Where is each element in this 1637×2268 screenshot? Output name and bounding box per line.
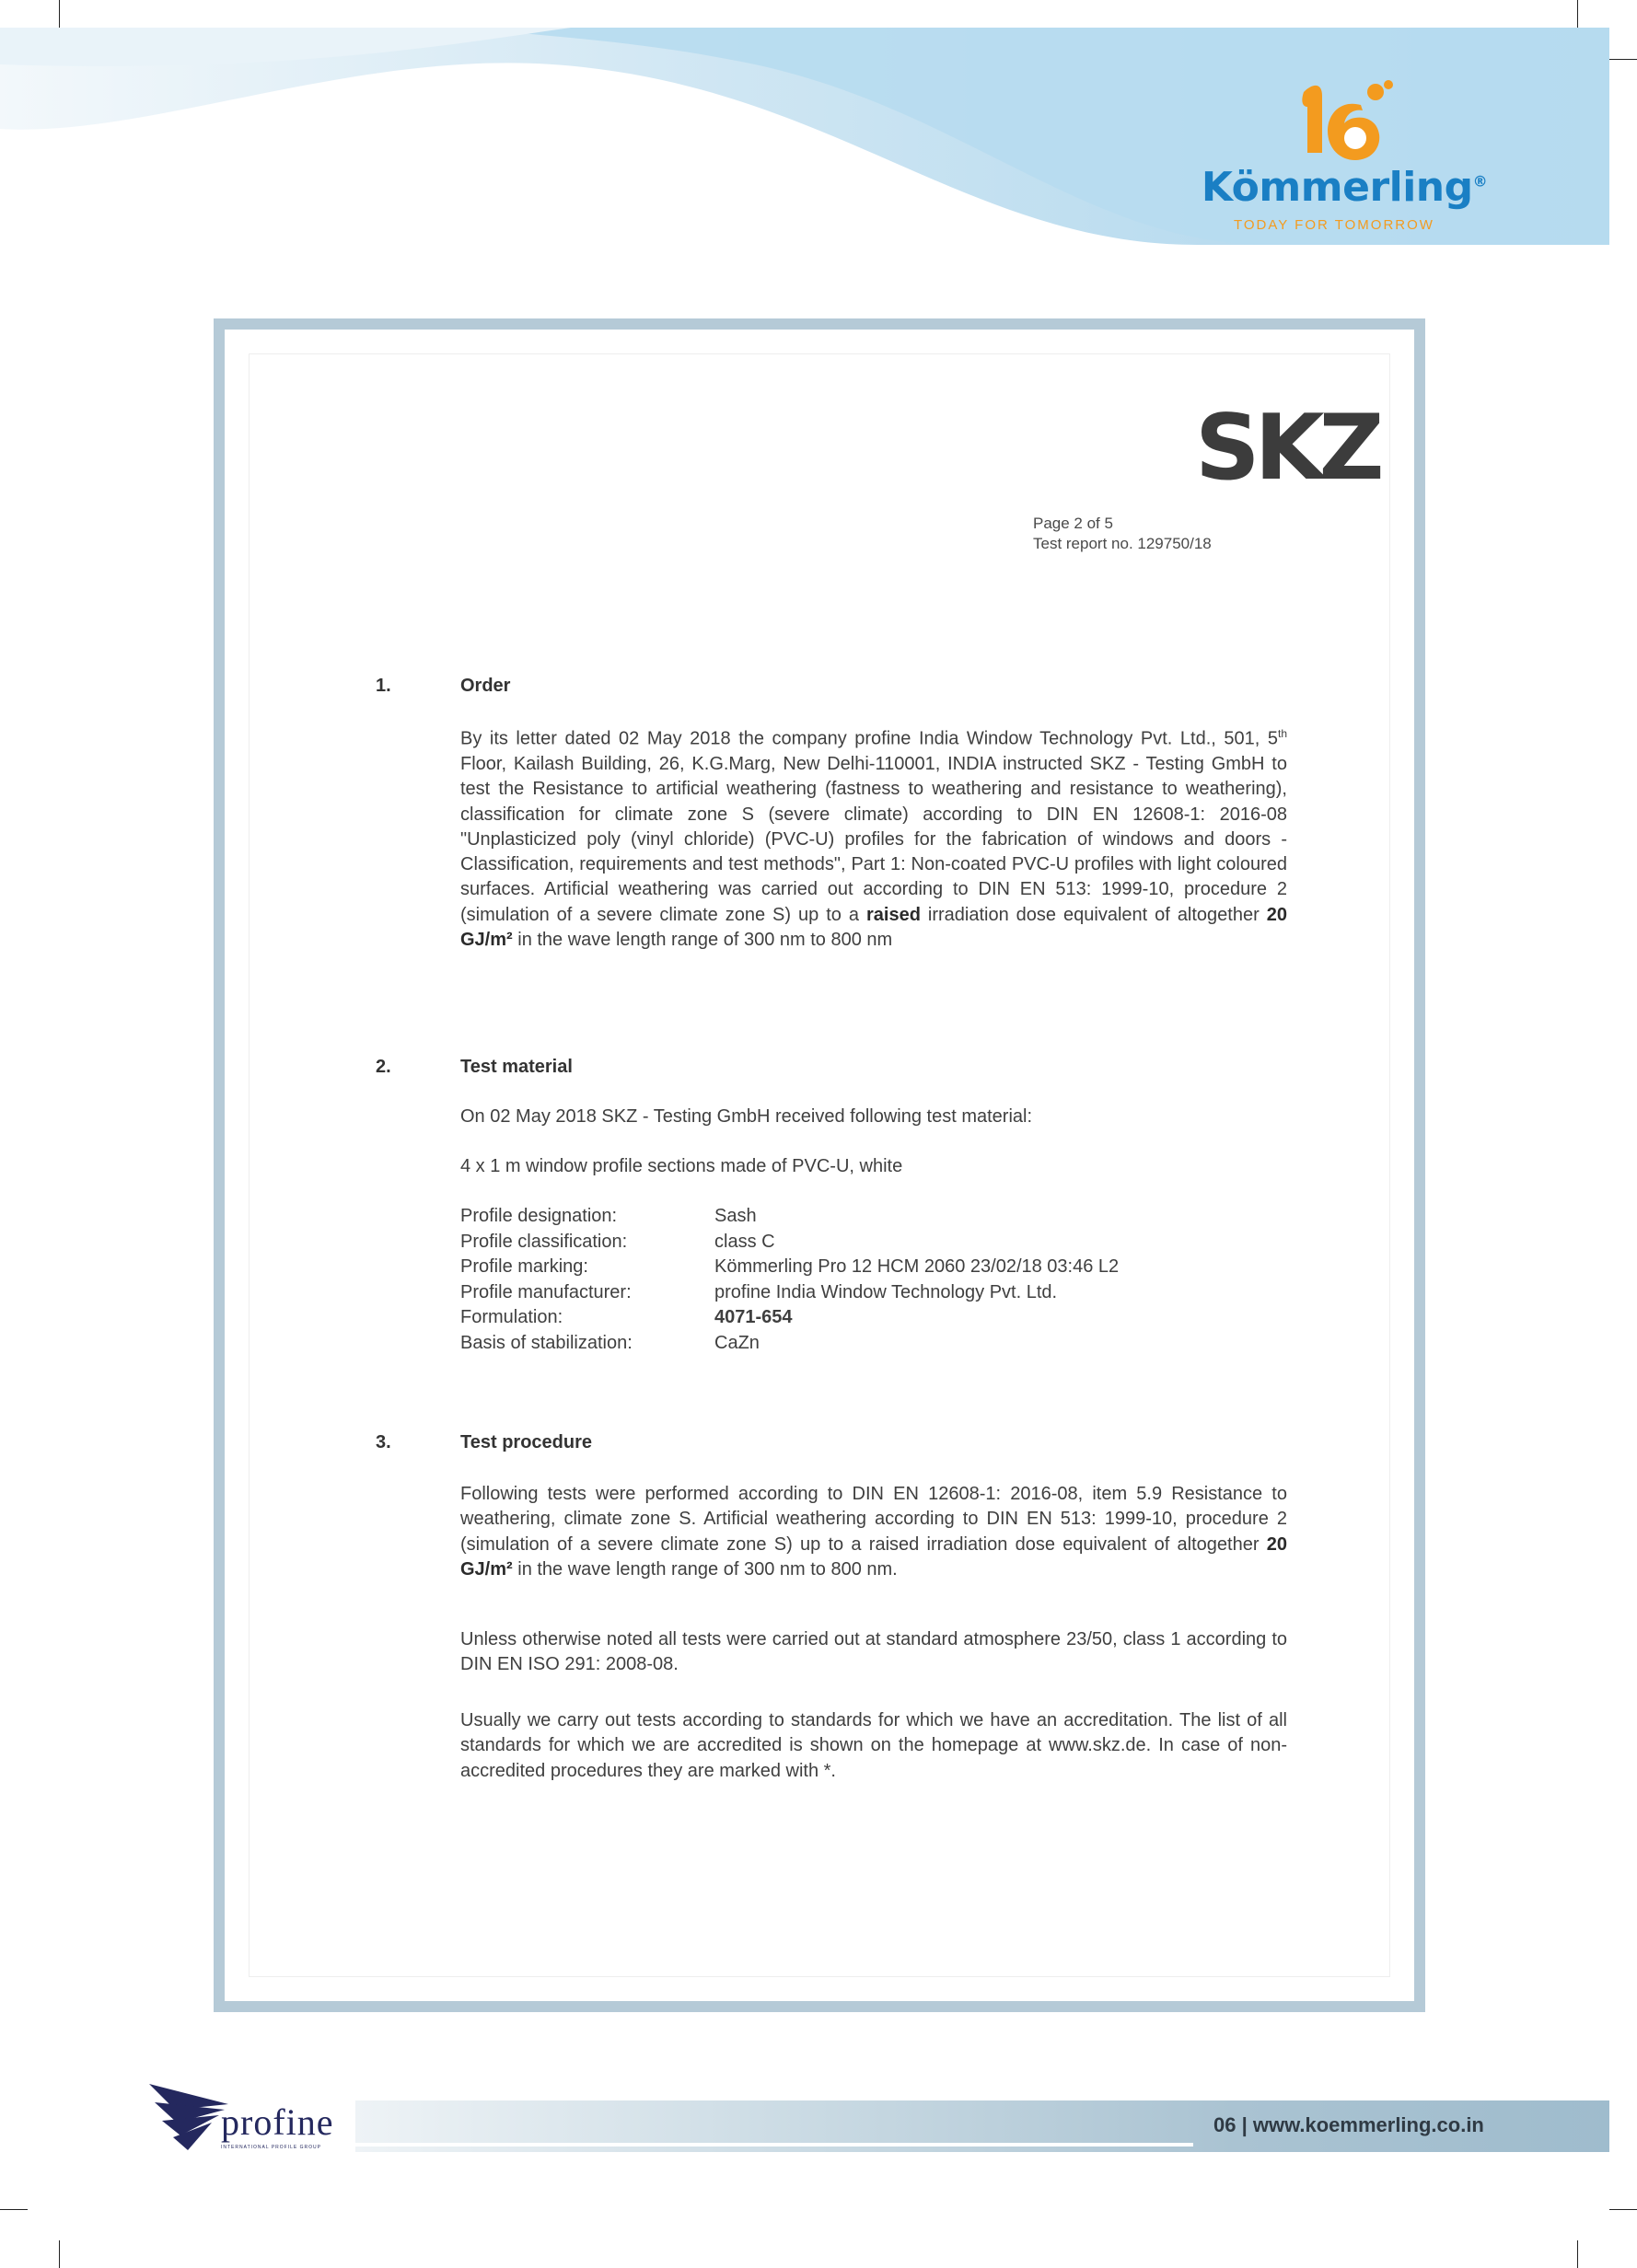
certificate-frame bbox=[214, 318, 1425, 2012]
procedure-paragraph: Following tests were performed according to DIN EN 12608-1: 2016-08, item 5.9 Resistance to weathering, climate zone S. Artificial weathering according to DIN EN 513: 1999-10, procedure 2 (simulation of a severe climate zone S) up to a raised irradiation dose equivalent of altogether 20 GJ/m² in the wave length range of 300 nm to 800 nm. bbox=[460, 1484, 1287, 1580]
crop-mark-bottom-right-h bbox=[1609, 2209, 1637, 2210]
section-title-test-procedure: Test procedure bbox=[460, 1432, 592, 1452]
property-value: Kömmerling Pro 12 HCM 2060 23/02/18 03:46 L2 bbox=[714, 1256, 1120, 1277]
property-label: Profile manufacturer: bbox=[460, 1281, 632, 1302]
order-paragraph: By its letter dated 02 May 2018 the company profine India Window Technology Pvt. Ltd., 501, 5th Floor, Kailash Building, 26, K.G.Marg, New Delhi-110001, INDIA instructed SKZ - Testing GmbH to test the Resistance to artificial weathering (fastness to weathering and resistance to weathering), classification for climate zone S (severe climate) according to DIN EN 12608-1: 2016-08 "Unplasticized poly (vinyl chloride) (PVC-U) profiles for the fabrication of windows and doors - Classification, requirements and test methods", Part 1: Non-coated PVC-U profiles with light coloured surfaces. Artificial weathering was carried out according to DIN EN 513: 1999-10, procedure 2 (simulation of a severe climate zone S) up to a raised irradiation dose equivalent of altogether 20 GJ/m² in the wave length range of 300 nm to 800 nm bbox=[460, 727, 1287, 951]
property-label: Profile classification: bbox=[460, 1231, 628, 1252]
crop-mark-bottom-right-v bbox=[1577, 2240, 1578, 2268]
property-label: Profile marking: bbox=[460, 1256, 588, 1277]
footer-divider-line bbox=[355, 2143, 1193, 2146]
property-value: 4071-654 bbox=[714, 1307, 793, 1327]
property-label: Formulation: bbox=[460, 1307, 563, 1327]
crop-mark-bottom-left-h bbox=[0, 2209, 28, 2210]
section-number: 3. bbox=[376, 1432, 391, 1452]
profile-properties bbox=[460, 1204, 1289, 1356]
crop-mark-bottom-left-v bbox=[59, 2240, 60, 2268]
property-row bbox=[460, 1230, 1289, 1256]
property-row bbox=[460, 1255, 1289, 1280]
footer-page-url[interactable]: 06 | www.koemmerling.co.in bbox=[1213, 2113, 1484, 2136]
property-value: Sash bbox=[714, 1206, 757, 1226]
material-text: 4 x 1 m window profile sections made of PVC-U, white bbox=[460, 1156, 903, 1176]
crop-mark-top-right-v bbox=[1577, 0, 1578, 28]
skz-logo bbox=[1195, 396, 1379, 501]
property-value: class C bbox=[714, 1231, 775, 1252]
svg-text:SKZ: SKZ bbox=[1195, 396, 1379, 501]
report-page-info bbox=[1033, 514, 1212, 554]
brand-tagline: TODAY FOR TOMORROW bbox=[1234, 217, 1434, 233]
received-text: On 02 May 2018 SKZ - Testing GmbH received following test material: bbox=[460, 1106, 1033, 1127]
profine-logo bbox=[147, 2082, 350, 2156]
crop-mark-top-left-v bbox=[59, 0, 60, 28]
property-row bbox=[460, 1280, 1289, 1306]
atmosphere-paragraph: Unless otherwise noted all tests were carried out at standard atmosphere 23/50, class 1 according to DIN EN ISO 291: 2008-08. bbox=[460, 1629, 1287, 1675]
page-number: Page 2 of 5 bbox=[1033, 515, 1113, 532]
property-label: Basis of stabilization: bbox=[460, 1332, 633, 1353]
test-report-number: Test report no. 129750/18 bbox=[1033, 535, 1212, 552]
property-row bbox=[460, 1204, 1289, 1230]
property-row bbox=[460, 1331, 1289, 1357]
section-number: 2. bbox=[376, 1057, 391, 1077]
profine-wordmark: profine bbox=[221, 2101, 334, 2143]
property-value: profine India Window Technology Pvt. Ltd. bbox=[714, 1281, 1058, 1302]
kommerling-mark-icon bbox=[1295, 79, 1396, 164]
certificate-page bbox=[225, 330, 1414, 2001]
property-value: CaZn bbox=[714, 1332, 760, 1353]
accreditation-paragraph: Usually we carry out tests according to standards for which we have an accreditation. The list of all standards for which we are accredited is shown on the homepage at www.skz.de. In case of non-accredited procedures they are marked with *. bbox=[460, 1710, 1287, 1781]
property-label: Profile designation: bbox=[460, 1206, 618, 1226]
profine-subtitle: INTERNATIONAL PROFILE GROUP bbox=[221, 2145, 321, 2150]
profine-wing-icon bbox=[147, 2082, 230, 2156]
brand-name: Kömmerling® bbox=[1201, 164, 1488, 211]
property-row bbox=[460, 1305, 1289, 1331]
crop-mark-top-right-h bbox=[1609, 59, 1637, 60]
kommerling-logo bbox=[1197, 79, 1492, 236]
section-number: 1. bbox=[376, 676, 391, 696]
section-title-test-material: Test material bbox=[460, 1057, 573, 1077]
section-title-order: Order bbox=[460, 676, 511, 696]
